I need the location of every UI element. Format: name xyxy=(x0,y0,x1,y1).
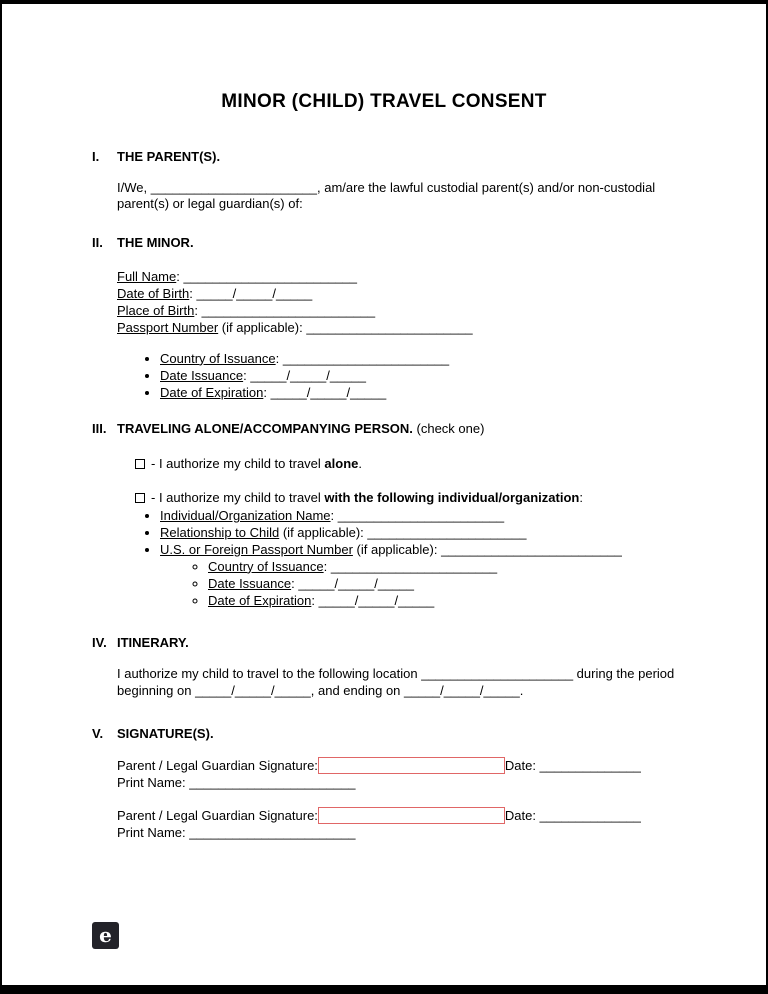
bullet-date-issuance xyxy=(160,368,676,385)
accompanying-person-bullets xyxy=(117,508,676,609)
section-heading-signatures xyxy=(92,726,676,743)
signature-block-1 xyxy=(117,757,676,792)
date-of-birth-separator: : xyxy=(189,286,197,302)
minor-fields xyxy=(117,269,676,337)
alone-text-post: . xyxy=(358,456,362,472)
passport-number-label: Passport Number xyxy=(117,319,219,335)
full-name-separator: : xyxy=(176,269,184,285)
signature-line-2 xyxy=(117,807,676,825)
itinerary-text-pre: I authorize my child to travel to the following location xyxy=(117,666,422,682)
section-title: THE PARENT(S) xyxy=(117,148,217,164)
sub-date-issuance-separator: : xyxy=(291,575,299,591)
subbullet-country-of-issuance xyxy=(208,559,676,576)
bullet-individual-organization-name xyxy=(160,508,676,525)
sub-country-of-issuance-separator: : xyxy=(323,558,331,574)
itinerary-text-mid2: , and ending on xyxy=(310,683,405,699)
section-title-period: . xyxy=(185,634,189,650)
with-text-post: : xyxy=(579,490,583,506)
section-number: V. xyxy=(92,726,104,742)
page-title: MINOR (CHILD) TRAVEL CONSENT xyxy=(221,91,547,112)
alone-text-bold: alone xyxy=(324,456,359,472)
subbullet-date-issuance xyxy=(208,576,676,593)
section-signatures-body xyxy=(117,757,676,842)
guardian-signature-label: Parent / Legal Guardian Signature: xyxy=(117,758,318,774)
section-title: TRAVELING ALONE/ACCOMPANYING PERSON xyxy=(117,421,410,437)
sub-country-of-issuance-label: Country of Issuance xyxy=(208,558,324,574)
section-title: ITINERARY xyxy=(117,634,186,650)
date-issuance-blank: _____/_____/_____ xyxy=(250,367,367,383)
minor-passport-bullets xyxy=(117,351,676,402)
relationship-to-child-label: Relationship to Child xyxy=(160,525,280,541)
print-name-label: Print Name: xyxy=(117,824,190,840)
sub-date-issuance-blank: _____/_____/_____ xyxy=(298,575,415,591)
section-signatures xyxy=(92,726,676,841)
date-label: Date: xyxy=(504,758,540,774)
guardian-signature-label: Parent / Legal Guardian Signature: xyxy=(117,807,318,823)
date-issuance-separator: : xyxy=(243,367,251,383)
travel-alone-checkbox[interactable] xyxy=(135,459,145,469)
section-title: THE MINOR xyxy=(117,235,190,251)
field-line-passport-number xyxy=(117,320,676,337)
date-of-expiration-separator: : xyxy=(263,384,271,400)
us-foreign-passport-blank: _________________________ xyxy=(441,541,622,557)
eforms-logo-letter: e xyxy=(99,923,112,947)
full-name-label: Full Name xyxy=(117,269,177,285)
eforms-logo xyxy=(92,922,119,949)
guardian-signature-field-1[interactable] xyxy=(318,757,505,774)
print-name-label: Print Name: xyxy=(117,774,190,790)
full-name-blank: ________________________ xyxy=(183,269,358,285)
section-title-period: . xyxy=(209,726,214,742)
signature-line-1 xyxy=(117,757,676,775)
bullet-country-of-issuance xyxy=(160,351,676,368)
itinerary-begin-date-blank: _____/_____/_____ xyxy=(195,683,311,699)
parents-name-blank: _______________________ xyxy=(150,179,318,195)
country-of-issuance-separator: : xyxy=(275,350,283,366)
section-number: II. xyxy=(92,235,103,251)
authorize-alone-line xyxy=(135,456,676,473)
sub-date-issuance-label: Date Issuance xyxy=(208,575,292,591)
bullet-relationship-to-child xyxy=(160,525,676,542)
section-itinerary-body xyxy=(117,666,676,700)
country-of-issuance-blank: _______________________ xyxy=(282,350,450,366)
section-minor xyxy=(92,235,676,401)
section-minor-body xyxy=(117,269,676,401)
section-title: SIGNATURE(S) xyxy=(117,726,210,742)
individual-organization-label: Individual/Organization Name xyxy=(160,508,331,524)
alone-text-pre: - I authorize my child to travel xyxy=(151,456,325,472)
parents-text-pre: I/We, xyxy=(117,179,151,195)
section-parents-body xyxy=(117,180,676,214)
travel-with-checkbox[interactable] xyxy=(135,493,145,503)
section-title-period: . xyxy=(409,421,413,437)
print-name-line-2 xyxy=(117,825,676,842)
print-name-line-1 xyxy=(117,775,676,792)
sub-date-of-expiration-separator: : xyxy=(311,592,319,608)
section-heading-traveling xyxy=(92,421,676,438)
itinerary-text-post: . xyxy=(519,683,524,699)
date-label: Date: xyxy=(504,807,540,823)
section-heading-minor xyxy=(92,235,676,252)
section-parents xyxy=(92,149,676,214)
itinerary-end-date-blank: _____/_____/_____ xyxy=(404,683,520,699)
parents-paragraph xyxy=(117,180,676,214)
field-line-full-name xyxy=(117,269,676,286)
place-of-birth-separator: : xyxy=(194,303,202,319)
passport-number-separator: (if applicable): xyxy=(218,319,307,335)
date-issuance-label: Date Issuance xyxy=(160,367,244,383)
date-of-birth-label: Date of Birth xyxy=(117,286,190,302)
section-number: IV. xyxy=(92,634,107,650)
place-of-birth-blank: ________________________ xyxy=(201,303,376,319)
print-name-blank: _______________________ xyxy=(189,824,356,840)
date-blank: ______________ xyxy=(539,807,641,823)
sub-date-of-expiration-blank: _____/_____/_____ xyxy=(318,592,435,608)
parents-text-post: , am/are the lawful custodial parent(s) and/or non-custodial parent(s) or legal guardian(s) of: xyxy=(117,179,656,212)
field-line-date-of-birth xyxy=(117,286,676,303)
with-text-bold: with the following individual/organization xyxy=(324,490,580,506)
section-heading-parents xyxy=(92,149,676,166)
itinerary-text-mid: during the period beginning on xyxy=(117,666,675,699)
section-title-period: . xyxy=(216,148,221,164)
section-number: I. xyxy=(92,148,100,164)
place-of-birth-label: Place of Birth xyxy=(117,303,195,319)
date-of-expiration-label: Date of Expiration xyxy=(160,384,264,400)
relationship-to-child-blank: ______________________ xyxy=(367,525,527,541)
section-title-period: . xyxy=(189,235,194,251)
individual-organization-separator: : xyxy=(330,508,338,524)
section-number: III. xyxy=(92,421,107,437)
section-traveling-body xyxy=(117,456,676,609)
guardian-signature-field-2[interactable] xyxy=(318,807,505,824)
section-heading-itinerary xyxy=(92,635,676,652)
itinerary-paragraph xyxy=(117,666,676,700)
sub-country-of-issuance-blank: _______________________ xyxy=(330,558,498,574)
subbullet-date-of-expiration xyxy=(208,593,676,610)
bullet-us-foreign-passport-number xyxy=(160,542,676,610)
date-blank: ______________ xyxy=(539,758,641,774)
authorize-with-line xyxy=(135,490,676,507)
date-of-birth-blank: _____/_____/_____ xyxy=(196,286,313,302)
with-text-pre: - I authorize my child to travel xyxy=(151,490,325,506)
sub-date-of-expiration-label: Date of Expiration xyxy=(208,592,312,608)
date-of-expiration-blank: _____/_____/_____ xyxy=(270,384,387,400)
field-line-place-of-birth xyxy=(117,303,676,320)
us-foreign-passport-separator: (if applicable): xyxy=(352,541,442,557)
accompanying-passport-subbullets xyxy=(160,559,676,610)
signature-block-2 xyxy=(117,807,676,842)
itinerary-location-blank: _____________________ xyxy=(421,666,574,682)
check-one-note: (check one) xyxy=(412,421,485,437)
section-traveling xyxy=(92,421,676,609)
us-foreign-passport-label: U.S. or Foreign Passport Number xyxy=(160,541,353,557)
relationship-to-child-separator: (if applicable): xyxy=(279,525,368,541)
section-itinerary xyxy=(92,635,676,701)
print-name-blank: _______________________ xyxy=(189,774,356,790)
bullet-date-of-expiration xyxy=(160,385,676,402)
passport-number-blank: _______________________ xyxy=(306,319,473,335)
country-of-issuance-label: Country of Issuance xyxy=(160,350,276,366)
individual-organization-blank: _______________________ xyxy=(337,508,505,524)
